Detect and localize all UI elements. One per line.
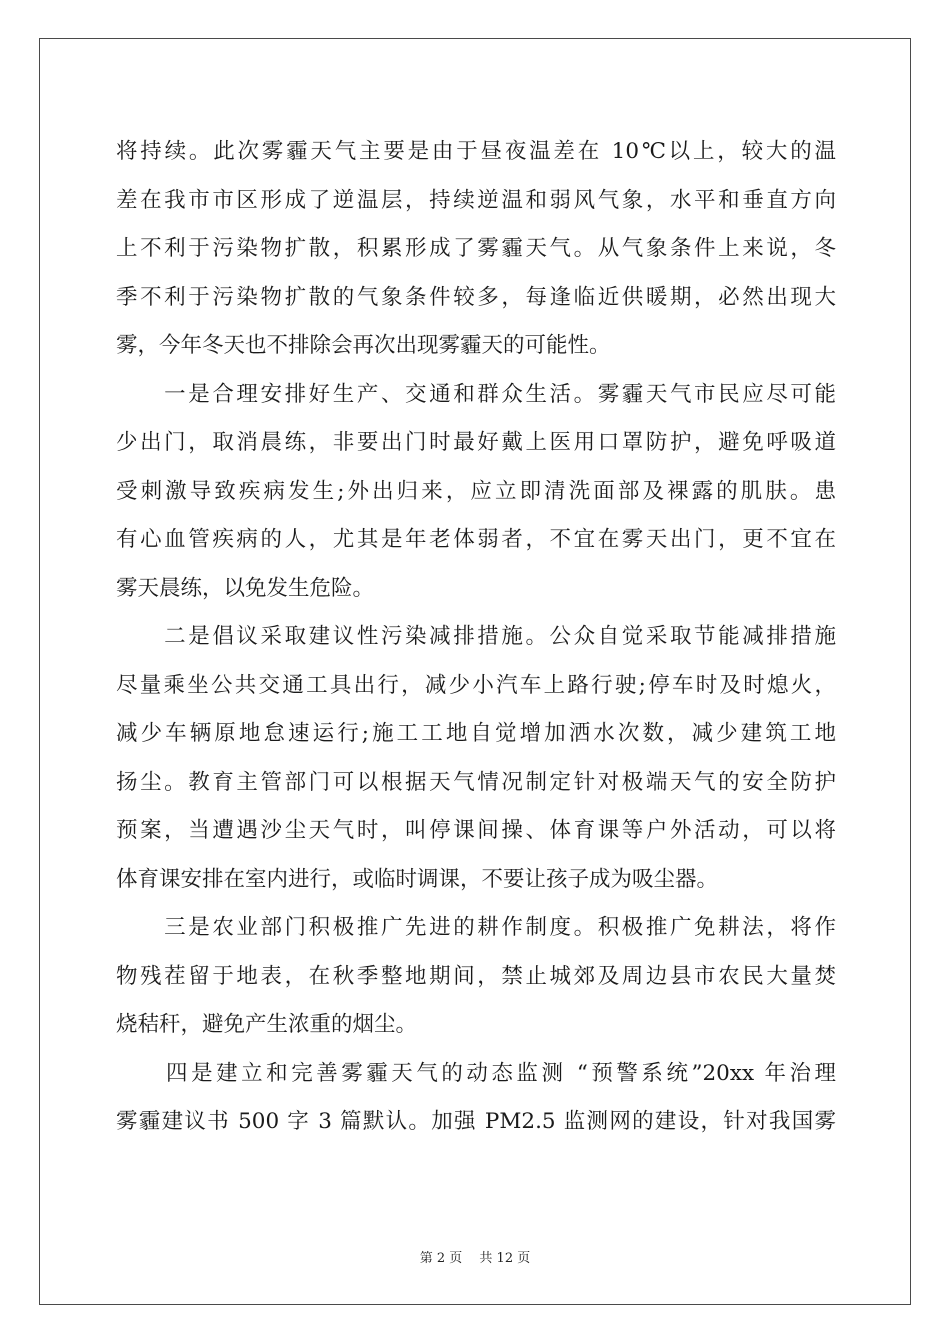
page-number-footer: 第 2 页 共 12 页 bbox=[419, 1251, 531, 1266]
text-line: 雾天晨练，以免发生危险。 bbox=[116, 575, 375, 601]
text-line: 预案，当遭遇沙尘天气时，叫停课间操、体育课等户外活动，可以将 bbox=[116, 818, 836, 843]
text-line: 烧秸秆，避免产生浓重的烟尘。 bbox=[116, 1012, 418, 1037]
text-line: 二是倡议采取建议性污染减排措施。公众自觉采取节能减排措施 bbox=[116, 624, 836, 649]
text-line: 受刺激导致疾病发生;外出归来，应立即清洗面部及裸露的肌肤。患 bbox=[116, 478, 836, 504]
text-line: 四是建立和完善雾霾天气的动态监测 “预警系统”20xx 年治理 bbox=[116, 1060, 836, 1086]
text-line: 一是合理安排好生产、交通和群众生活。雾霾天气市民应尽可能 bbox=[116, 381, 836, 407]
text-line: 尽量乘坐公共交通工具出行，减少小汽车上路行驶;停车时及时熄火， bbox=[116, 672, 836, 698]
text-line: 将持续。此次雾霾天气主要是由于昼夜温差在 10℃以上，较大的温 bbox=[116, 139, 836, 164]
text-line: 物残茬留于地表，在秋季整地期间，禁止城郊及周边县市农民大量焚 bbox=[116, 963, 836, 989]
text-line: 少出门，取消晨练，非要出门时最好戴上医用口罩防护，避免呼吸道 bbox=[116, 430, 836, 455]
text-line: 体育课安排在室内进行，或临时调课，不要让孩子成为吸尘器。 bbox=[116, 866, 719, 892]
text-line: 三是农业部门积极推广先进的耕作制度。积极推广免耕法，将作 bbox=[116, 915, 836, 940]
text-line: 减少车辆原地怠速运行;施工工地自觉增加洒水次数，减少建筑工地 bbox=[116, 721, 836, 746]
text-line: 季不利于污染物扩散的气象条件较多，每逢临近供暖期，必然出现大 bbox=[116, 284, 836, 310]
text-line: 扬尘。教育主管部门可以根据天气情况制定针对极端天气的安全防护 bbox=[116, 769, 836, 795]
document-body bbox=[116, 128, 836, 1147]
text-line: 雾霾建议书 500 字 3 篇默认。加强 PM2.5 监测网的建设，针对我国雾 bbox=[116, 1109, 836, 1134]
text-line: 有心血管疾病的人，尤其是年老体弱者，不宜在雾天出门，更不宜在 bbox=[116, 527, 836, 552]
text-line: 雾，今年冬天也不排除会再次出现雾霾天的可能性。 bbox=[116, 333, 611, 358]
text-line: 差在我市市区形成了逆温层，持续逆温和弱风气象，水平和垂直方向 bbox=[116, 187, 836, 213]
text-line: 上不利于污染物扩散，积累形成了雾霾天气。从气象条件上来说，冬 bbox=[116, 236, 836, 261]
